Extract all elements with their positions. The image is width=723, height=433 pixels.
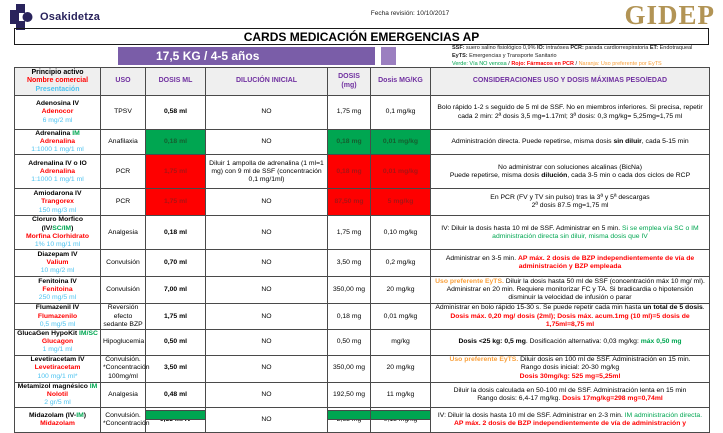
dose-mgkg-cell: 0,01 mg/kg <box>371 155 431 189</box>
card-title-box <box>14 28 709 45</box>
use-cell: Reversión efecto sedante BZP <box>101 304 146 330</box>
use-cell: Convulsión <box>101 277 146 304</box>
dose-mg-cell: 192,50 mg <box>328 382 371 407</box>
table-row <box>15 304 710 330</box>
revision-date: Fecha revisión: 10/10/2017 <box>370 10 450 17</box>
table-row <box>15 330 710 355</box>
considerations-cell: En PCR (FV y TV sin pulso) tras la 3ª y 5ª descargas 2ª dosis 87.5 mg=1,75 ml <box>431 189 710 216</box>
dose-mg-cell: 1,75 mg <box>328 216 371 250</box>
drug-name-cell: Diazepam IV Valium 10 mg/2 ml <box>15 250 101 277</box>
med-table-body <box>15 96 710 433</box>
abbreviation-legend <box>452 45 720 69</box>
dose-mg-cell: 0,50 mg <box>328 330 371 355</box>
col-header-dosis-ml: DOSIS ML <box>146 68 206 96</box>
drug-name-cell: Levetiracetam IV Levetiracetam 100 mg/1 ml* <box>15 355 101 382</box>
drug-name-cell: Metamizol magnésico IM Nolotil 2 gr/5 ml <box>15 382 101 407</box>
considerations-cell: Administrar en 3-5 min. AP máx. 2 dosis de BZP independientemente de vía de administración y BZP empleada <box>431 250 710 277</box>
dilution-cell: NO <box>206 304 328 330</box>
dose-mg-cell: 0,18 mg <box>328 155 371 189</box>
drug-name-cell: Fenitoina IV Fenitoina 250 mg/5 ml <box>15 277 101 304</box>
considerations-cell: No administrar con soluciones alcalinas (BicNa) Puede repetirse, misma dosis dilución, cada 3-5 min o cada dos ciclos de RCP <box>431 155 710 189</box>
considerations-cell: Administrar en bolo rápido 15-30 s. Se puede repetir cada min hasta un total de 5 dosis. Dosis máx. 0,20 mg/ dosis (2ml); Dosis máx. acum.1mg (10 ml)=5 dosis de 1,75ml=8,75 ml <box>431 304 710 330</box>
use-cell: Convulsión. *Concentración 100mg/ml <box>101 355 146 382</box>
use-cell: Convulsión. *Concentración <box>101 408 146 433</box>
use-cell: PCR <box>101 155 146 189</box>
considerations-cell: Uso preferente EyTS. Diluir la dosis hasta 50 ml de SSF (concentración máx 10 mg/ ml). Administrar en 20 min. Requiere monitorizar FC y TA. Si bradicardia o hipotensión disminuir la velocidad de infusión o parar <box>431 277 710 304</box>
dose-mg-cell: 0,18 mg <box>328 130 371 155</box>
midazolam-im-dose-mgkg-cell <box>370 410 431 420</box>
table-row <box>15 96 710 130</box>
col-header-consideraciones: CONSIDERACIONES USO Y DOSIS MÁXIMAS PESO/EDAD <box>431 68 710 96</box>
dose-mg-cell: 3,50 mg <box>328 250 371 277</box>
dose-mg-cell: 350,00 mg <box>328 277 371 304</box>
drug-name-cell: Cloruro Morfico (IV/SC/IM) Morfina Clorhidrato 1% 10 mg/1 ml <box>15 216 101 250</box>
dose-mgkg-cell: mg/kg <box>371 330 431 355</box>
medication-table <box>14 67 710 433</box>
drug-name-cell: Amiodarona IV Trangorex 150 mg/3 ml <box>15 189 101 216</box>
legend-line-colors: Verde: Vía NO venosa / Rojo: Fármacos en PCR / Naranja: Uso preferente por EyTS <box>452 60 662 67</box>
table-row <box>15 130 710 155</box>
use-cell: TPSV <box>101 96 146 130</box>
use-cell: Hipoglucemia <box>101 330 146 355</box>
dilution-cell: NO <box>206 189 328 216</box>
dose-mgkg-cell: 20 mg/kg <box>371 355 431 382</box>
use-cell: Anafilaxia <box>101 130 146 155</box>
dose-mgkg-cell: 11 mg/kg <box>371 382 431 407</box>
osakidetza-logo <box>10 4 100 30</box>
table-row <box>15 155 710 189</box>
considerations-cell: IV: Diluir la dosis hasta 10 ml de SSF. Administrar en 5 min. Si se emplea vía SC o IM administración directa sin diluir, misma dosis que IV <box>431 216 710 250</box>
dilution-cell: NO <box>206 408 328 433</box>
dose-ml-cell: 0,50 ml <box>146 330 206 355</box>
dose-mgkg-cell: 0,01 mg/kg <box>371 130 431 155</box>
weight-age-banner: 17,5 KG / 4-5 años <box>118 47 375 65</box>
considerations-cell: Bolo rápido 1-2 s seguido de 5 ml de SSF. No en miembros inferiores. Si precisa, repetir cada 2 min: 2ª dosis 3,5 mg=1.17ml; 3ª dosis: 0,3 mg/kg= 5,25mg=1,75 ml <box>431 96 710 130</box>
dose-mg-cell: 350,00 mg <box>328 355 371 382</box>
col-header-dilucion-inicial: DILUCIÓN INICIAL <box>206 68 328 96</box>
use-cell: PCR <box>101 189 146 216</box>
drug-name-cell: GlucaGen HypoKit IM/SC Glucagon 1 mg/1 ml <box>15 330 101 355</box>
dose-ml-cell: 7,00 ml <box>146 277 206 304</box>
use-cell: Analgesia <box>101 216 146 250</box>
table-row <box>15 382 710 407</box>
dilution-cell: NO <box>206 277 328 304</box>
table-row <box>15 189 710 216</box>
drug-name-cell: Adrenalina IM Adrenalina 1:1000 1 mg/1 ml <box>15 130 101 155</box>
dilution-cell: Diluir 1 ampolla de adrenalina (1 ml=1 mg) con 9 ml de SSF (concentración 0,1 mg/1ml) <box>206 155 328 189</box>
col-header-dosis-mg-kg: Dosis MG/KG <box>371 68 431 96</box>
dose-mg-cell: 0,18 mg <box>328 304 371 330</box>
col-header-uso: USO <box>101 68 146 96</box>
card-title: CARDS MEDICACIÓN EMERGENCIAS AP <box>243 29 480 44</box>
dose-mgkg-cell: 0,1 mg/kg <box>371 96 431 130</box>
legend-line-abbrev-2: EyTS: Emergencias y Transporte Sanitario <box>452 52 557 59</box>
dilution-cell: NO <box>206 330 328 355</box>
drug-name-cell: Midazolam (IV-IM) Midazolam <box>15 408 101 433</box>
dose-mgkg-cell: 0,2 mg/kg <box>371 250 431 277</box>
dose-ml-cell: 3,50 ml <box>146 355 206 382</box>
dose-ml-cell: 0,18 ml <box>146 216 206 250</box>
use-cell: Analgesia <box>101 382 146 407</box>
dilution-cell: NO <box>206 382 328 407</box>
logo-text: Osakidetza <box>40 11 101 23</box>
legend-line-abbrev-1: SSF: suero salino fisiológico 0,9% IO: intraósea PCR: parada cardiorrespiratoria ET: Endotraqueal <box>452 45 693 51</box>
osakidetza-cross-icon <box>10 4 34 30</box>
dose-ml-cell: 1,75 ml <box>146 189 206 216</box>
considerations-cell: Diluir la dosis calculada en 50-100 ml de SSF. Administración lenta en 15 min Rango dosis: 6,4-17 mg/kg. Dosis 17mg/kg=298 mg=0,74ml <box>431 382 710 407</box>
table-header-row <box>15 68 710 96</box>
table-row <box>15 250 710 277</box>
considerations-cell: Administración directa. Puede repetirse, misma dosis sin diluir, cada 5-15 min <box>431 130 710 155</box>
table-row <box>15 216 710 250</box>
gidep-brand: GIDEP <box>624 0 715 30</box>
dose-ml-cell: 0,48 ml <box>146 382 206 407</box>
dose-ml-cell: 1,75 ml <box>146 155 206 189</box>
dose-ml-cell: 0,70 ml <box>146 250 206 277</box>
dilution-cell: NO <box>206 96 328 130</box>
dose-mgkg-cell: 0,01 mg/kg <box>371 304 431 330</box>
considerations-cell: Dosis <25 kg: 0,5 mg. Dosificación alternativa: 0,03 mg/kg: máx 0,50 mg <box>431 330 710 355</box>
midazolam-im-dose-ml-cell <box>145 410 206 420</box>
dose-mgkg-cell: 5 mg/kg <box>371 189 431 216</box>
table-row <box>15 277 710 304</box>
table-row <box>15 355 710 382</box>
medication-table-wrap <box>14 67 709 428</box>
dilution-cell: NO <box>206 250 328 277</box>
dose-ml-cell: 1,75 ml <box>146 304 206 330</box>
drug-name-cell: Adrenalina IV o IO Adrenalina 1:1000 1 mg/1 ml <box>15 155 101 189</box>
midazolam-im-dose-mg-cell <box>327 410 371 420</box>
col-header-dosis-mg: DOSIS (mg) <box>328 68 371 96</box>
dose-ml-cell: 0,58 ml <box>146 96 206 130</box>
banner-end-square <box>381 47 396 65</box>
dose-mg-cell: 87,50 mg <box>328 189 371 216</box>
drug-name-cell: Flumazenil IV Flumazenilo 0,5 mg/5 ml <box>15 304 101 330</box>
dose-mgkg-cell: 0,10 mg/kg <box>371 216 431 250</box>
dilution-cell: NO <box>206 355 328 382</box>
dose-mg-cell: 1,75 mg <box>328 96 371 130</box>
use-cell: Convulsión <box>101 250 146 277</box>
dose-ml-cell: 0,18 ml <box>146 130 206 155</box>
dilution-cell: NO <box>206 216 328 250</box>
dose-mgkg-cell: 20 mg/kg <box>371 277 431 304</box>
drug-name-cell: Adenosina IV Adenocor 6 mg/2 ml <box>15 96 101 130</box>
considerations-cell: Uso preferente EyTS. Diluir dosis en 100 ml de SSF. Administración en 15 min. Rango dosis inicial: 20-30 mg/kg Dosis 30mg/kg: 525 mg=5,25ml <box>431 355 710 382</box>
dilution-cell: NO <box>206 130 328 155</box>
col-header-principio-activo: Principio activo Nombre comercial Presentación <box>15 68 101 96</box>
considerations-cell: IV: Diluir la dosis hasta 10 ml de SSF. Administrar en 2-3 min. IM administración directa. AP máx. 2 dosis de BZP independientemente de vía de administración y <box>431 408 710 433</box>
